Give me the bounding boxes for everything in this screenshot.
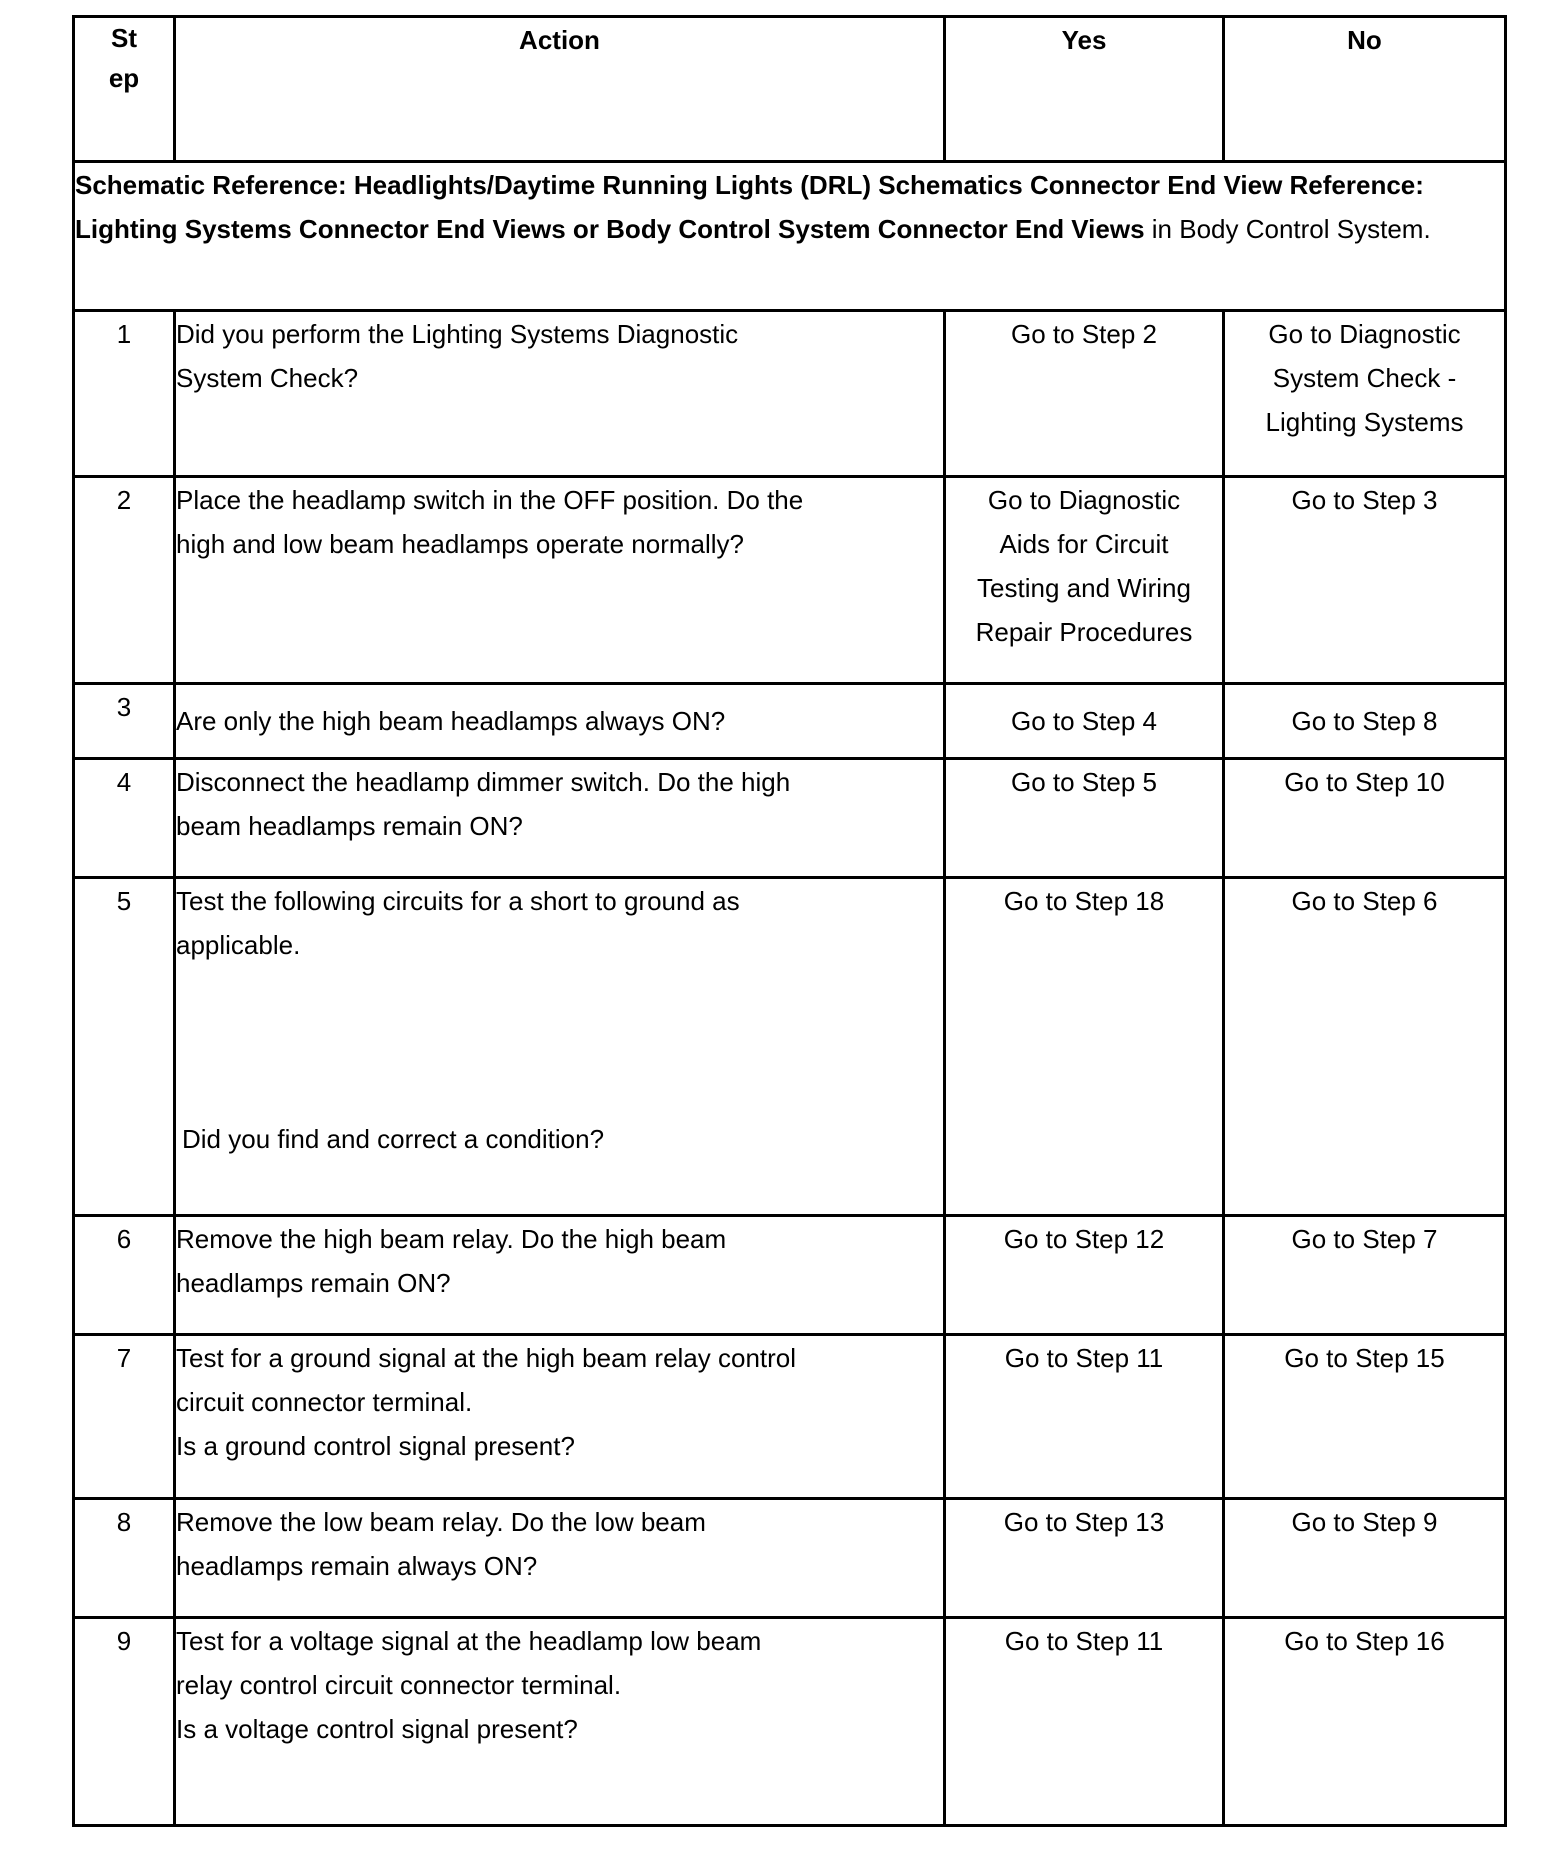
- action-cell: [175, 759, 945, 878]
- yes-cell: [945, 311, 1224, 477]
- no-line: Go to Step 8: [1291, 706, 1438, 736]
- yes-cell: [945, 477, 1224, 684]
- reference-row: [74, 162, 1506, 311]
- yes-line: Go to Step 11: [1004, 1626, 1164, 1656]
- yes-cell: [945, 1618, 1224, 1826]
- yes-line: Testing and Wiring: [977, 573, 1191, 603]
- no-cell: [1224, 1499, 1506, 1618]
- action-cell: [175, 1499, 945, 1618]
- yes-line: Go to Step 11: [1004, 1343, 1164, 1373]
- no-cell: [1224, 1335, 1506, 1499]
- step-number: 7: [74, 1335, 175, 1499]
- no-cell: [1224, 1216, 1506, 1335]
- action-line: Remove the high beam relay. Do the high beam: [176, 1224, 727, 1254]
- step-number: 5: [74, 878, 175, 1216]
- action-line: applicable.: [176, 930, 301, 960]
- yes-line: Go to Step 18: [1003, 886, 1165, 916]
- yes-cell: [945, 1335, 1224, 1499]
- table-row: [74, 684, 1506, 759]
- yes-line: Go to Step 2: [1011, 319, 1157, 349]
- header-yes: Yes: [945, 17, 1224, 162]
- no-line: Go to Step 10: [1284, 767, 1445, 797]
- no-line: Go to Diagnostic: [1268, 319, 1461, 349]
- step-number: 4: [74, 759, 175, 878]
- header-step-line1: St: [111, 23, 137, 53]
- yes-line: Go to Step 4: [1011, 706, 1157, 736]
- step-number: 3: [74, 684, 175, 759]
- table-row: [74, 1216, 1506, 1335]
- table-row: [74, 1335, 1506, 1499]
- action-line: Test the following circuits for a short to ground as: [176, 886, 740, 916]
- action-cell: [175, 878, 945, 1216]
- no-line: Go to Step 9: [1291, 1507, 1438, 1537]
- no-line: Go to Step 3: [1291, 485, 1438, 515]
- no-cell: [1224, 477, 1506, 684]
- action-line: Disconnect the headlamp dimmer switch. Do the high: [176, 767, 791, 797]
- action-cell: [175, 1335, 945, 1499]
- header-no: No: [1224, 17, 1506, 162]
- action-line: Place the headlamp switch in the OFF position. Do the: [176, 485, 804, 515]
- action-cell: [175, 477, 945, 684]
- no-cell: [1224, 878, 1506, 1216]
- step-number: 1: [74, 311, 175, 477]
- no-cell: [1224, 759, 1506, 878]
- no-line: Go to Step 7: [1291, 1224, 1438, 1254]
- yes-cell: [945, 684, 1224, 759]
- action-line: Is a ground control signal present?: [176, 1431, 575, 1461]
- yes-line: Go to Step 13: [1003, 1507, 1165, 1537]
- no-line: Lighting Systems: [1265, 407, 1464, 437]
- yes-line: Go to Diagnostic: [987, 485, 1181, 515]
- action-line: Test for a ground signal at the high beam relay control: [176, 1343, 797, 1373]
- action-line: Did you find and correct a condition?: [182, 1124, 605, 1154]
- yes-line: Go to Step 5: [1011, 767, 1157, 797]
- step-number: 6: [74, 1216, 175, 1335]
- header-step: [74, 17, 175, 162]
- no-cell: [1224, 1618, 1506, 1826]
- action-line: beam headlamps remain ON?: [176, 811, 523, 841]
- yes-line: Aids for Circuit: [999, 529, 1169, 559]
- action-line: relay control circuit connector terminal.: [176, 1670, 622, 1700]
- action-line: System Check?: [176, 363, 359, 393]
- no-line: Go to Step 6: [1291, 886, 1438, 916]
- table-row: [74, 311, 1506, 477]
- action-cell: [175, 1618, 945, 1826]
- header-action: Action: [175, 17, 945, 162]
- action-line: circuit connector terminal.: [176, 1387, 473, 1417]
- no-cell: [1224, 311, 1506, 477]
- action-line: Test for a voltage signal at the headlamp low beam: [176, 1626, 762, 1656]
- table-header-row: [74, 17, 1506, 162]
- no-line: System Check -: [1272, 363, 1457, 393]
- yes-line: Repair Procedures: [975, 617, 1193, 647]
- action-line: headlamps remain always ON?: [176, 1551, 538, 1581]
- no-line: Go to Step 15: [1284, 1343, 1445, 1373]
- yes-cell: [945, 1499, 1224, 1618]
- yes-line: Go to Step 12: [1003, 1224, 1165, 1254]
- table-row: [74, 1499, 1506, 1618]
- table-row: [74, 759, 1506, 878]
- action-line: Is a voltage control signal present?: [176, 1714, 578, 1744]
- no-cell: [1224, 684, 1506, 759]
- step-number: 9: [74, 1618, 175, 1826]
- step-number: 8: [74, 1499, 175, 1618]
- action-line: Are only the high beam headlamps always ON?: [176, 706, 726, 736]
- action-spacer: [176, 967, 943, 1117]
- table-row: [74, 477, 1506, 684]
- action-line: Remove the low beam relay. Do the low beam: [176, 1507, 706, 1537]
- action-line: headlamps remain ON?: [176, 1268, 451, 1298]
- action-line: Did you perform the Lighting Systems Diagnostic: [176, 319, 739, 349]
- reference-cell: [74, 162, 1506, 311]
- header-step-line2: ep: [108, 63, 140, 93]
- diagnostic-table: [72, 15, 1507, 1827]
- no-line: Go to Step 16: [1284, 1626, 1445, 1656]
- yes-cell: [945, 878, 1224, 1216]
- table-row: [74, 1618, 1506, 1826]
- reference-bold-text: Schematic Reference: Headlights/Daytime Running Lights (DRL) Schematics Connector End View Reference: Lighting Systems Connector End Views or Body Control System Connector End Views: [75, 170, 1424, 244]
- step-number: 2: [74, 477, 175, 684]
- action-cell: [175, 311, 945, 477]
- action-cell: [175, 1216, 945, 1335]
- table-row: [74, 878, 1506, 1216]
- action-line: high and low beam headlamps operate normally?: [176, 529, 745, 559]
- yes-cell: [945, 1216, 1224, 1335]
- yes-cell: [945, 759, 1224, 878]
- reference-plain-text: in Body Control System.: [1144, 214, 1431, 244]
- action-cell: [175, 684, 945, 759]
